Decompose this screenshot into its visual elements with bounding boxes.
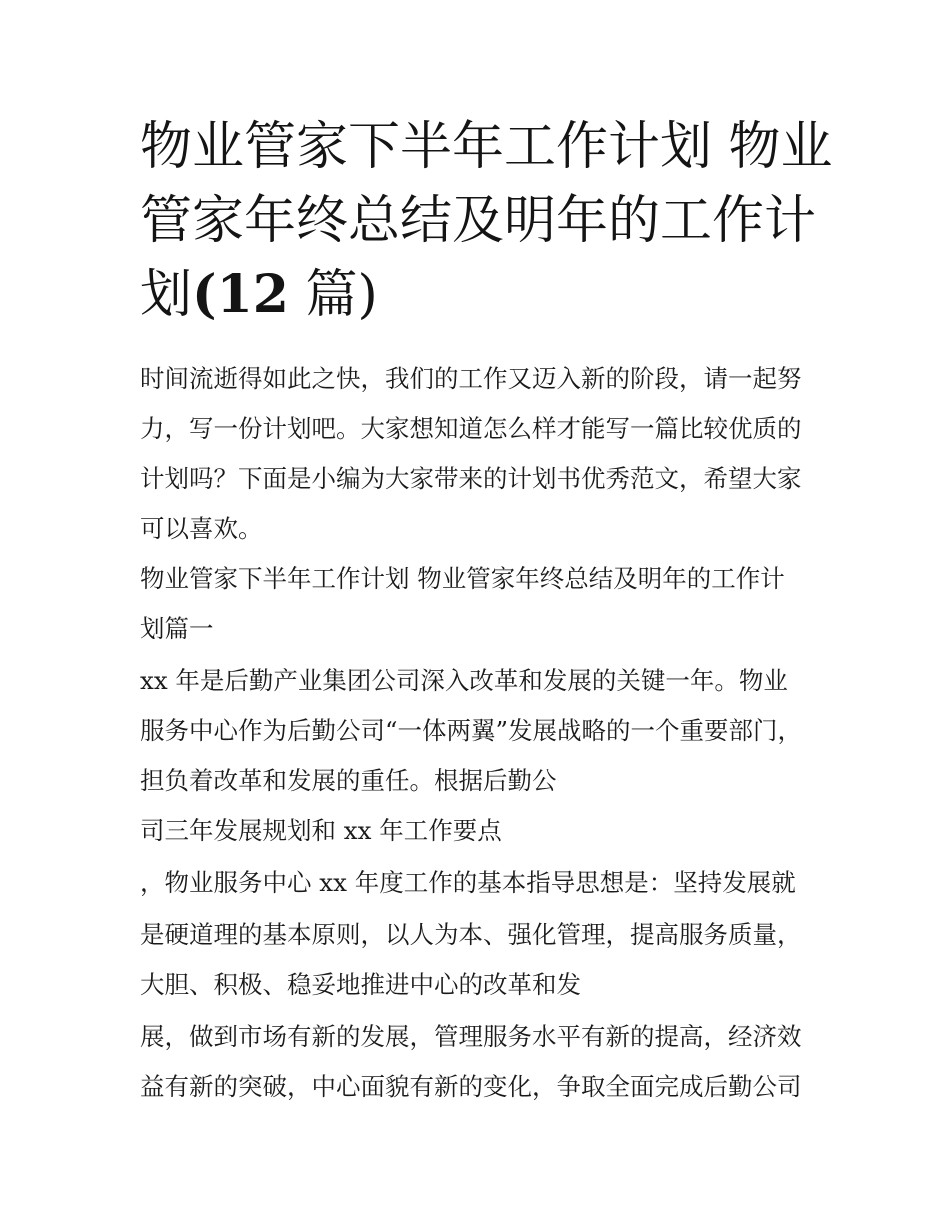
body-line-8: 司三年发展规划和 xx 年工作要点 (140, 816, 502, 845)
title-number: (12 (192, 264, 289, 325)
body-line-5: xx 年是后勤产业集团公司深入改革和发展的关键一年。物业 (140, 666, 788, 695)
section-heading-line-1: 物业管家下半年工作计划 物业管家年终总结及明年的工作计 (140, 564, 785, 593)
body-line-12: 展，做到市场有新的发展，管理服务水平有新的提高，经济效 (140, 1022, 802, 1051)
body-line-4: 可以喜欢。 (140, 514, 263, 543)
document-title (140, 110, 833, 332)
body-line-9: ，物业服务中心 xx 年度工作的基本指导思想是：坚持发展就 (140, 868, 796, 897)
title-line-3: 划(12 篇) (140, 264, 378, 325)
body-line-10: 是硬道理的基本原则，以人为本、强化管理，提高服务质量， (140, 920, 802, 949)
body-line-7: 担负着改革和发展的重任。根据后勤公 (140, 766, 557, 795)
body-line-6: 服务中心作为后勤公司“一体两翼”发展战略的一个重要部门， (140, 716, 803, 745)
body-line-3: 计划吗？下面是小编为大家带来的计划书优秀范文，希望大家 (140, 464, 802, 493)
title-line-2: 管家年终总结及明年的工作计 (140, 191, 817, 251)
title-line-1: 物业管家下半年工作计划 物业 (140, 117, 833, 177)
body-line-2: 力，写一份计划吧。大家想知道怎么样才能写一篇比较优质的 (140, 414, 802, 443)
body-line-13: 益有新的突破，中心面貌有新的变化，争取全面完成后勤公司 (140, 1072, 802, 1101)
body-line-1: 时间流逝得如此之快，我们的工作又迈入新的阶段，请一起努 (140, 364, 802, 393)
body-line-11: 大胆、积极、稳妥地推进中心的改革和发 (140, 970, 581, 999)
section-heading-line-2: 划篇一 (140, 614, 214, 643)
